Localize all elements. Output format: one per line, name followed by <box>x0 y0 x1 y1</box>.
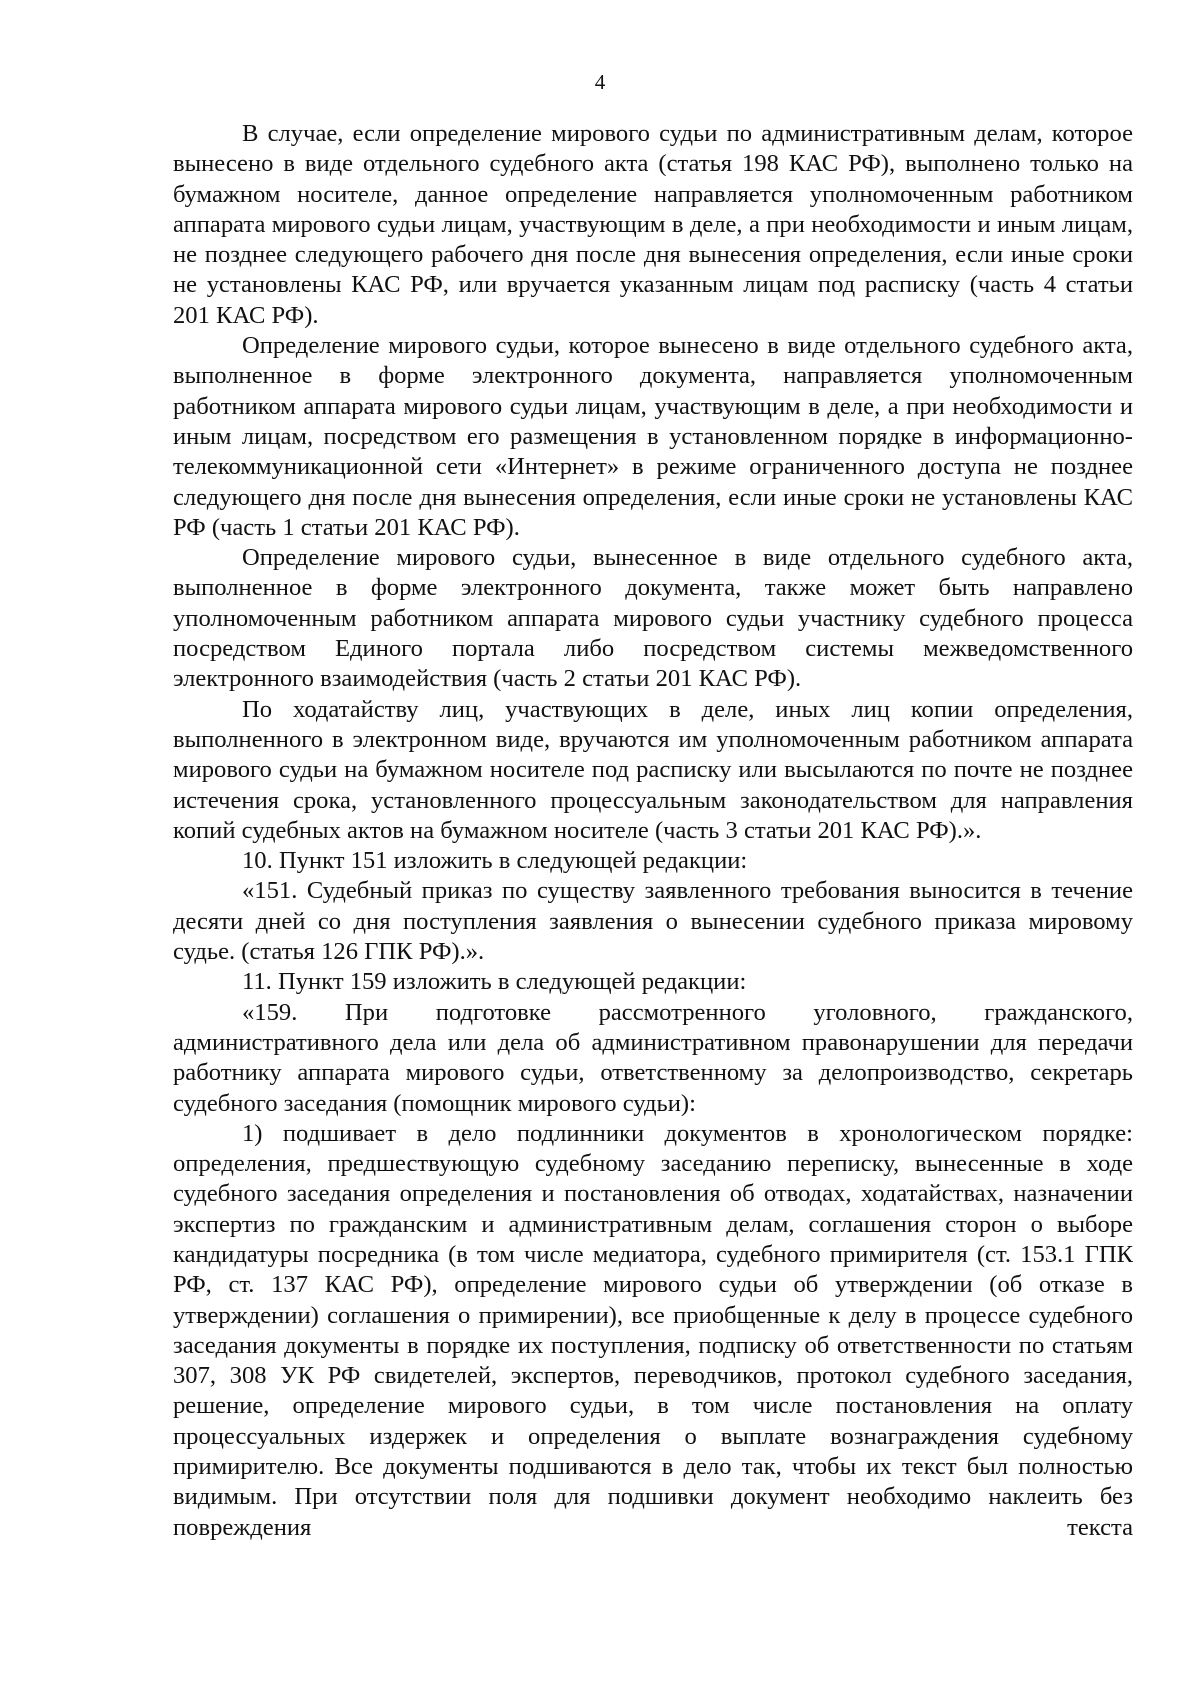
paragraph-point-159-subitem-1: 1) подшивает в дело подлинники документов в хронологическом порядке: определения, предшествующую судебному заседанию переписку, вынесенные в ходе судебного заседания определения и постановления об отводах, ходатайствах, назначении экспертиз по гражданским и административным делам, соглашения сторон о выборе кандидатуры посредника (в том числе медиатора, судебного примирителя (ст. 153.1 ГПК РФ, ст. 137 КАС РФ), определение мирового судьи об утверждении (об отказе в утверждении) соглашения о примирении), все приобщенные к делу в процессе судебного заседания документы в порядке их поступления, подписку об ответственности по статьям 307, 308 УК РФ свидетелей, экспертов, переводчиков, протокол судебного заседания, решение, определение мирового судьи, в том числе постановления на оплату процессуальных издержек и определения о выплате вознаграждения судебному примирителю. Все документы подшиваются в дело так, чтобы их текст был полностью видимым. При отсутствии поля для подшивки документ необходимо наклеить без повреждения текста <box>173 1119 1133 1541</box>
paragraph-item-10-heading: 10. Пункт 151 изложить в следующей редакции: <box>242 847 748 875</box>
paragraph-point-159-text: «159. При подготовке рассмотренного уголовного, гражданского, административного дела или дела об административном правонарушении для передачи работнику аппарата мирового судьи, ответственному за делопроизводство, секретарь судебного заседания (помощник мирового судьи): <box>173 998 1133 1117</box>
paragraph-point-151-text: «151. Судебный приказ по существу заявленного требования выносится в течение десяти дней со дня поступления заявления о вынесении судебного приказа мировому судье. (статья 126 ГПК РФ).». <box>173 877 1133 966</box>
document-body <box>173 119 1133 1543</box>
page-number: 4 <box>594 70 606 94</box>
paragraph-kas-electronic-internet: Определение мирового судьи, которое вынесено в виде отдельного судебного акта, выполненное в форме электронного документа, направляется уполномоченным работником аппарата мирового судьи лицам, участвующим в деле, а при необходимости и иным лицам, посредством его размещения в установленном порядке в информационно-телекоммуникационной сети «Интернет» в режиме ограниченного доступа не позднее следующего дня после дня вынесения определения, если иные сроки не установлены КАС РФ (часть 1 статьи 201 КАС РФ). <box>173 332 1133 541</box>
paragraph-kas-copies-on-request: По ходатайству лиц, участвующих в деле, иных лиц копии определения, выполненного в электронном виде, вручаются им уполномоченным работником аппарата мирового судьи на бумажном носителе под расписку или высылаются по почте не позднее истечения срока, установленного процессуальным законодательством для направления копий судебных актов на бумажном носителе (часть 3 статьи 201 КАС РФ).». <box>173 695 1133 844</box>
paragraph-kas-paper-delivery: В случае, если определение мирового судьи по административным делам, которое вынесено в виде отдельного судебного акта (статья 198 КАС РФ), выполнено только на бумажном носителе, данное определение направляется уполномоченным работником аппарата мирового судьи лицам, участвующим в деле, а при необходимости и иным лицам, не позднее следующего рабочего дня после дня вынесения определения, если иные сроки не установлены КАС РФ, или вручается указанным лицам под расписку (часть 4 статьи 201 КАС РФ). <box>173 120 1133 329</box>
paragraph-item-11-heading: 11. Пункт 159 изложить в следующей редакции: <box>242 968 747 996</box>
paragraph-kas-electronic-portal: Определение мирового судьи, вынесенное в виде отдельного судебного акта, выполненное в форме электронного документа, также может быть направлено уполномоченным работником аппарата мирового судьи участнику судебного процесса посредством Единого портала либо посредством системы межведомственного электронного взаимодействия (часть 2 статьи 201 КАС РФ). <box>173 544 1133 693</box>
